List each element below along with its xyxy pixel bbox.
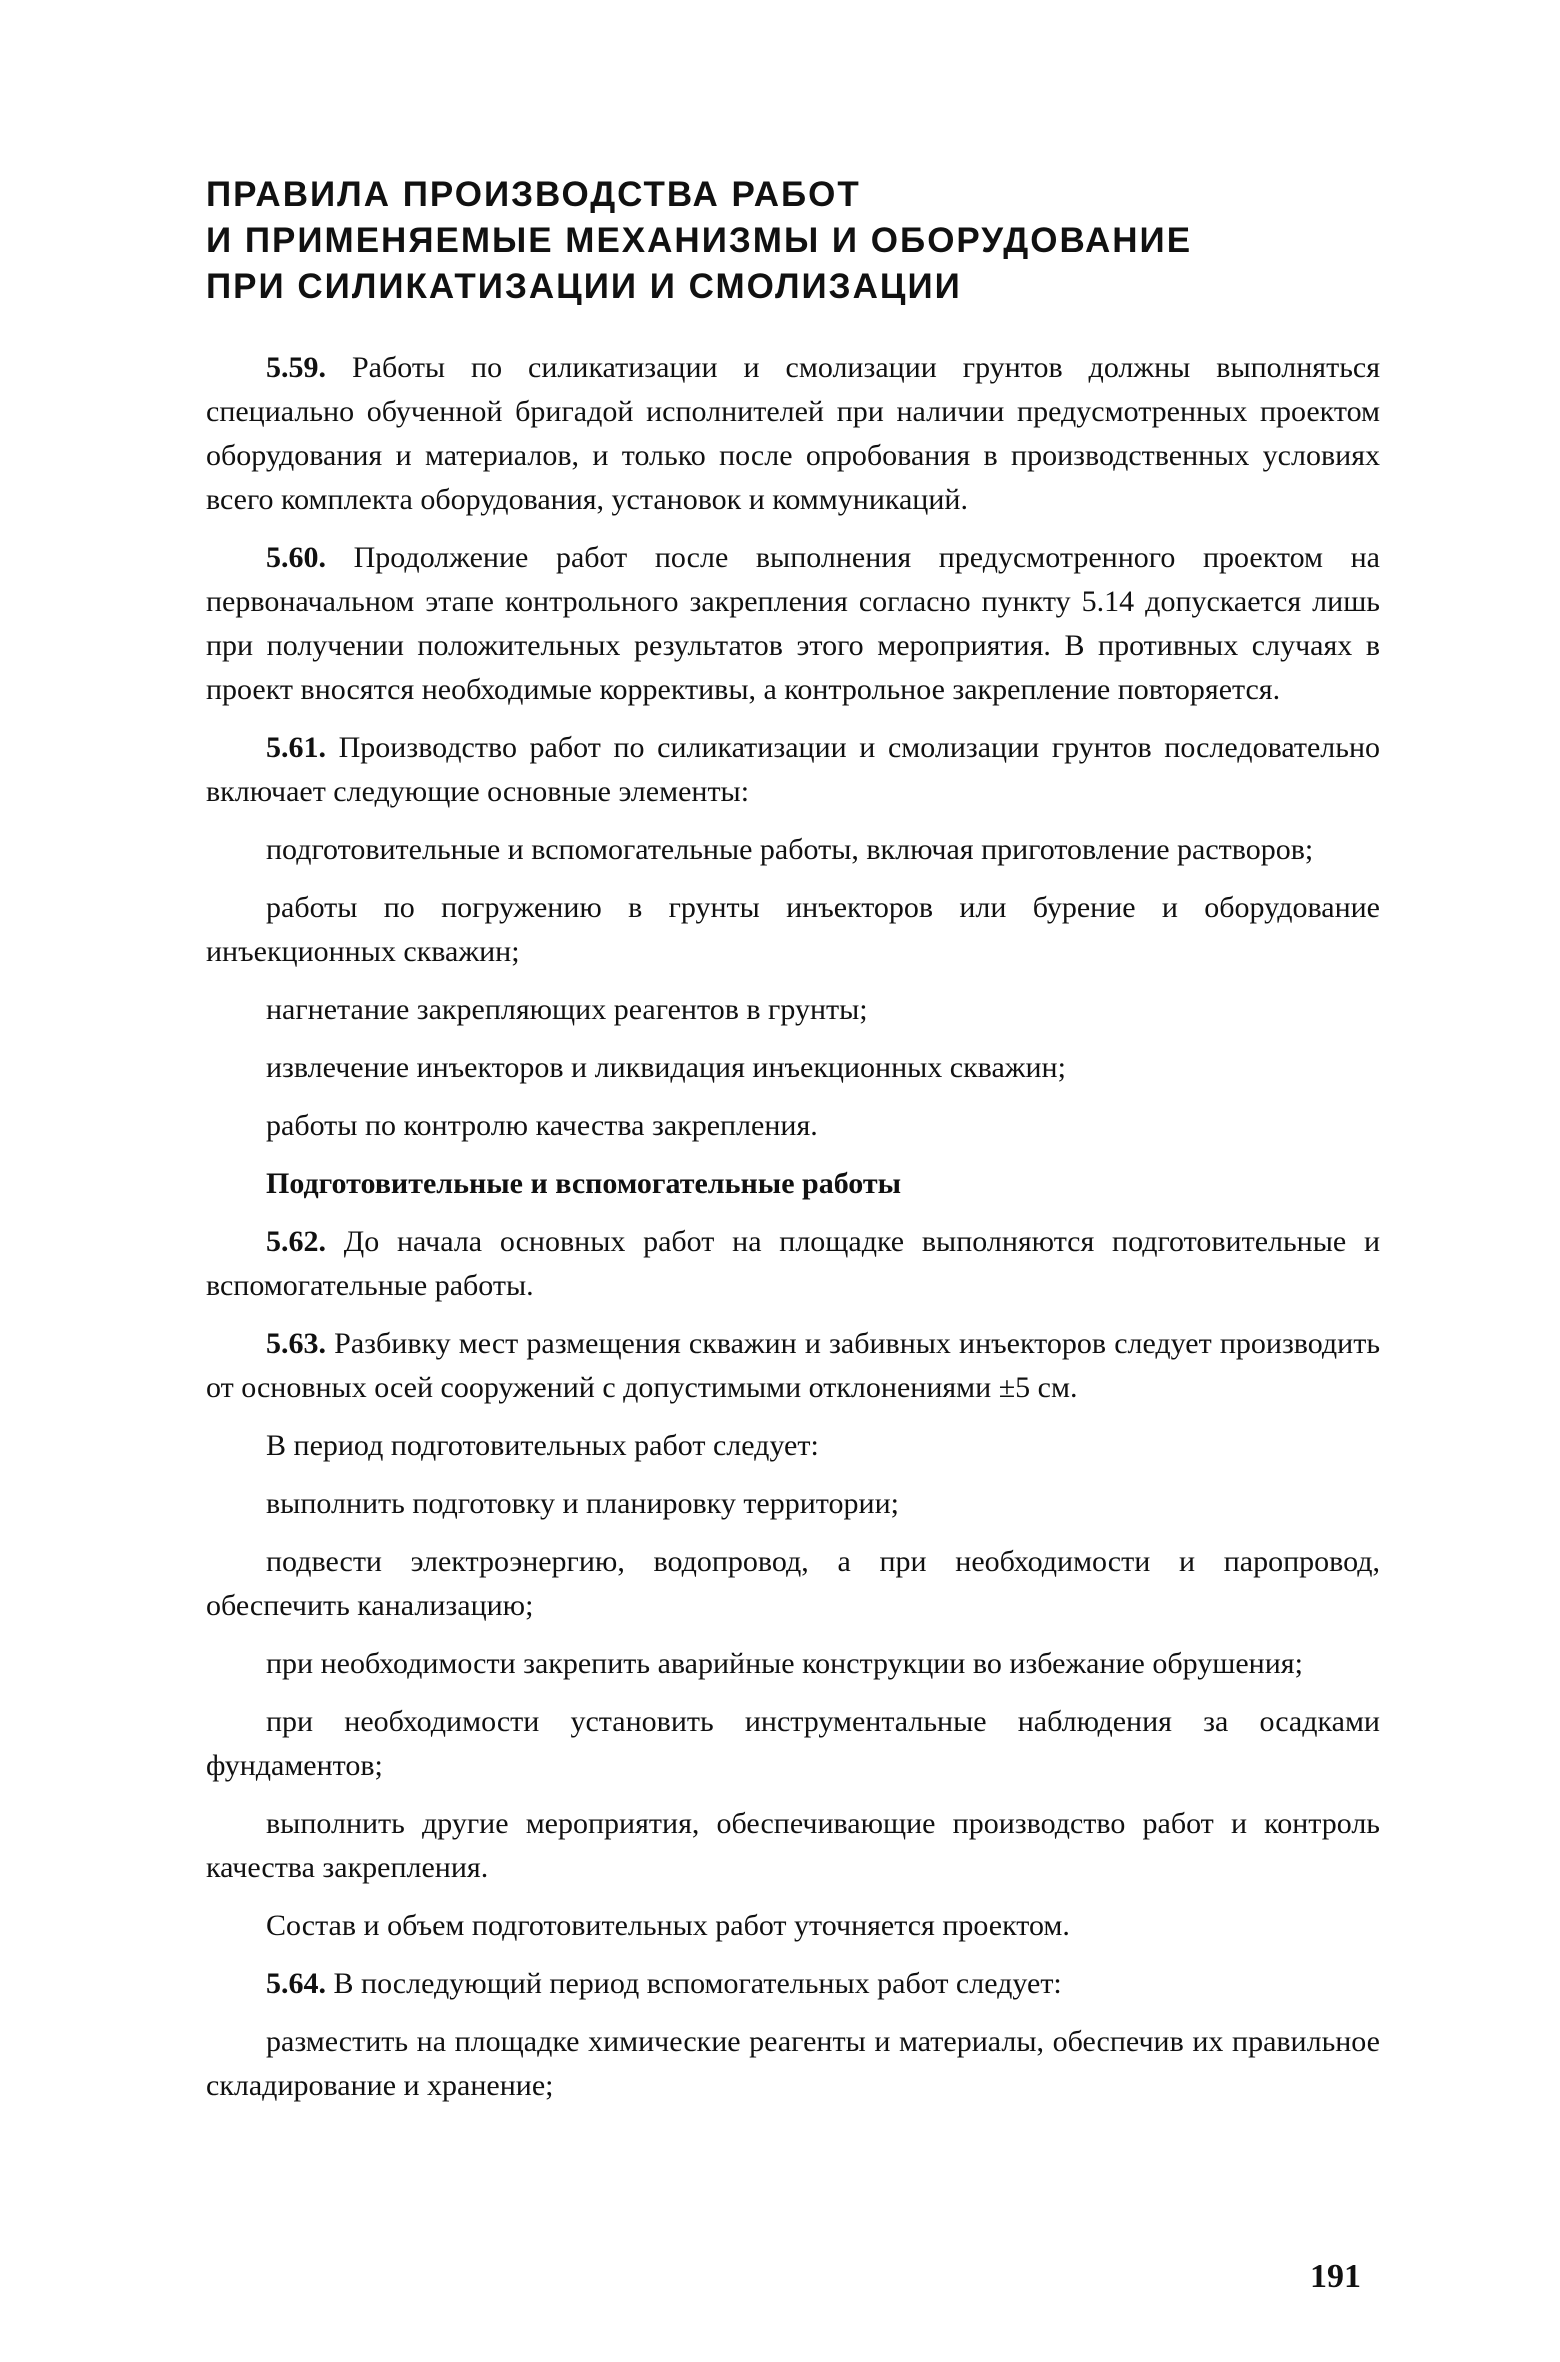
paragraph-text: Продолжение работ после выполнения предусмотренного проектом на первоначальном этапе контрольного закрепления согласно пункту 5.14 допускается лишь при получении положительных результатов этого мероприятия. В противных случаях в проект вносятся необходимые коррективы, а контрольное закрепление повторяется. xyxy=(206,541,1381,706)
paragraph-5-61 xyxy=(206,726,1380,814)
paragraph-5-64 xyxy=(206,1962,1380,2006)
list-item: при необходимости установить инструментальные наблюдения за осадками фундаментов; xyxy=(206,1705,1380,1782)
clause-number: 5.64. xyxy=(266,1967,326,2000)
section-heading xyxy=(206,172,1380,310)
list-item: выполнить подготовку и планировку территории; xyxy=(266,1487,899,1520)
paragraph-closing: Состав и объем подготовительных работ уточняется проектом. xyxy=(266,1909,1070,1942)
clause-number: 5.59. xyxy=(266,351,326,384)
paragraph-5-63 xyxy=(206,1322,1380,1410)
page-number: 191 xyxy=(1310,2258,1361,2295)
clause-number: 5.60. xyxy=(266,541,326,574)
list-item: нагнетание закрепляющих реагентов в грунты; xyxy=(266,993,868,1026)
list-item: работы по погружению в грунты инъекторов или бурение и оборудование инъекционных скважин; xyxy=(206,891,1380,968)
list-item: выполнить другие мероприятия, обеспечивающие производство работ и контроль качества закрепления. xyxy=(206,1807,1380,1884)
subsection-heading: Подготовительные и вспомогательные работы xyxy=(266,1167,902,1200)
list-item: извлечение инъекторов и ликвидация инъекционных скважин; xyxy=(266,1051,1066,1084)
paragraph-text: До начала основных работ на площадке выполняются подготовительные и вспомогательные работы. xyxy=(206,1225,1381,1302)
paragraph-5-60 xyxy=(206,536,1380,712)
paragraph-text: Производство работ по силикатизации и смолизации грунтов последовательно включает следующие основные элементы: xyxy=(206,731,1381,808)
clause-number: 5.61. xyxy=(266,731,326,764)
paragraph-intro: В период подготовительных работ следует: xyxy=(266,1429,819,1462)
list-item: при необходимости закрепить аварийные конструкции во избежание обрушения; xyxy=(266,1647,1303,1680)
list-item: разместить на площадке химические реагенты и материалы, обеспечив их правильное складирование и хранение; xyxy=(206,2025,1380,2102)
clause-number: 5.62. xyxy=(266,1225,326,1258)
paragraph-text: Работы по силикатизации и смолизации грунтов должны выполняться специально обученной бригадой исполнителей при наличии предусмотренных проектом оборудования и материалов, и только после опробования в производственных условиях всего комплекта оборудования, установок и коммуникаций. xyxy=(206,351,1380,516)
paragraph-5-59 xyxy=(206,346,1380,522)
heading-line-2: И ПРИМЕНЯЕМЫЕ МЕХАНИЗМЫ И ОБОРУДОВАНИЕ xyxy=(206,221,1193,260)
heading-line-1: ПРАВИЛА ПРОИЗВОДСТВА РАБОТ xyxy=(206,175,861,214)
page-content xyxy=(206,172,1380,2108)
heading-line-3: ПРИ СИЛИКАТИЗАЦИИ И СМОЛИЗАЦИИ xyxy=(206,267,962,306)
list-item: работы по контролю качества закрепления. xyxy=(266,1109,818,1142)
list-item: подвести электроэнергию, водопровод, а при необходимости и паропровод, обеспечить канализацию; xyxy=(206,1545,1380,1622)
paragraph-5-62 xyxy=(206,1220,1380,1308)
clause-number: 5.63. xyxy=(266,1327,326,1360)
paragraph-text: В последующий период вспомогательных работ следует: xyxy=(333,1967,1062,2000)
paragraph-text: Разбивку мест размещения скважин и забивных инъекторов следует производить от основных осей сооружений с допустимыми отклонениями ±5 см. xyxy=(206,1327,1381,1404)
list-item: подготовительные и вспомогательные работы, включая приготовление растворов; xyxy=(266,833,1314,866)
